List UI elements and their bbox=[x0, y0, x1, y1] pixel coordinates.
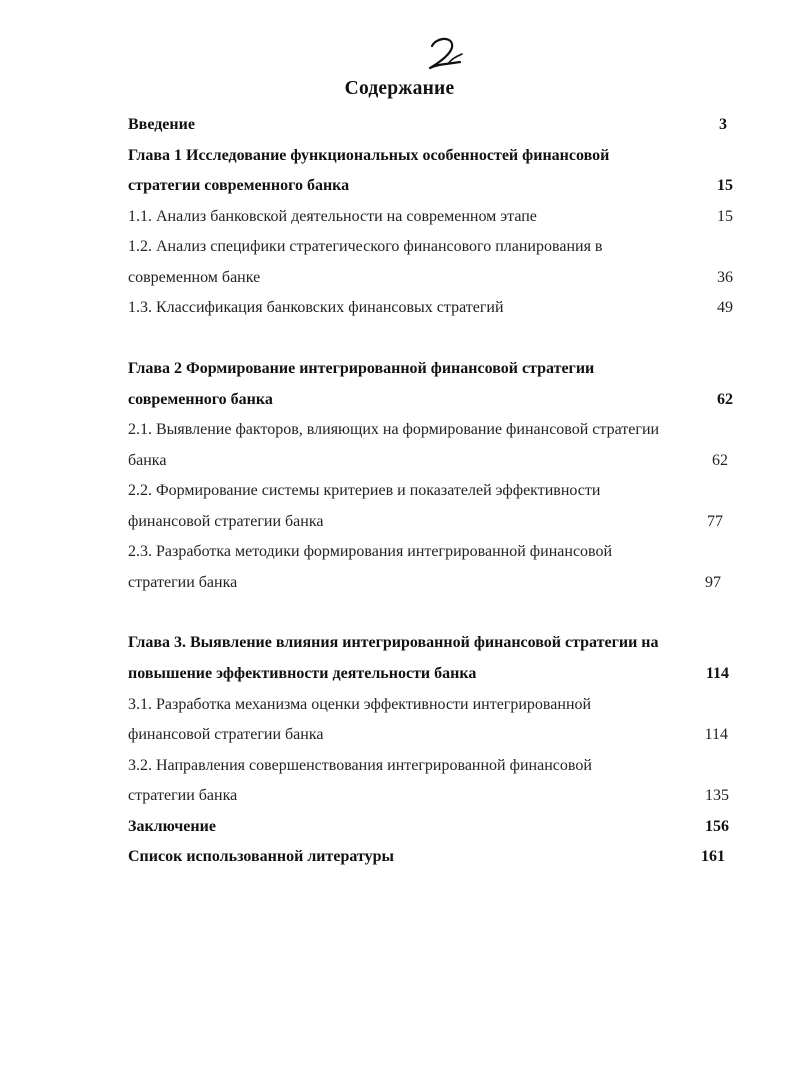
page-title: Содержание bbox=[344, 78, 455, 99]
toc-entry-text: Глава 2 Формирование интегрированной финансовой стратегии bbox=[128, 360, 595, 377]
toc-entry-2-2-cont bbox=[0, 507, 799, 537]
toc-entry-text: финансовой стратегии банка bbox=[128, 726, 324, 743]
toc-entry-chapter-2-cont bbox=[0, 385, 799, 415]
toc-entry-3-1 bbox=[0, 690, 799, 720]
toc-entry-page: 3 bbox=[719, 116, 727, 133]
toc-entry-2-2 bbox=[0, 476, 799, 506]
toc-entry-text: стратегии банка bbox=[128, 787, 238, 804]
toc-entry-3-2 bbox=[0, 751, 799, 781]
toc-entry-text: Список использованной литературы bbox=[128, 848, 394, 865]
toc-entry-chapter-1-cont bbox=[0, 171, 799, 201]
toc-entry-text: 2.1. Выявление факторов, влияющих на формирование финансовой стратегии bbox=[128, 421, 660, 438]
toc-entry-2-1-cont bbox=[0, 446, 799, 476]
toc-entry-text: 2.2. Формирование системы критериев и показателей эффективности bbox=[128, 482, 601, 499]
toc-entry-text: Глава 3. Выявление влияния интегрированной финансовой стратегии на bbox=[128, 634, 659, 651]
toc-entry-page: 36 bbox=[717, 269, 733, 286]
toc-entry-page: 77 bbox=[707, 513, 723, 530]
toc-entry-text: 3.2. Направления совершенствования интегрированной финансовой bbox=[128, 757, 592, 774]
toc-entry-1-3 bbox=[0, 293, 799, 323]
toc-entry-page: 62 bbox=[712, 452, 728, 469]
toc-entry-page: 135 bbox=[705, 787, 729, 804]
toc-entry-text: стратегии современного банка bbox=[128, 177, 350, 194]
toc-entry-text: 1.3. Классификация банковских финансовых стратегий bbox=[128, 299, 504, 316]
toc-entry-chapter-2 bbox=[0, 354, 799, 384]
toc-entry-page: 15 bbox=[717, 208, 733, 225]
toc-entry-text: финансовой стратегии банка bbox=[128, 513, 324, 530]
toc-entry-chapter-1 bbox=[0, 141, 799, 171]
toc-entry-chapter-3 bbox=[0, 628, 799, 658]
toc-entry-page: 114 bbox=[704, 726, 728, 743]
toc-entry-page: 62 bbox=[717, 391, 733, 408]
handwritten-page-number-mark bbox=[418, 34, 470, 74]
toc-entry-introduction bbox=[0, 110, 799, 140]
toc-entry-text: 1.2. Анализ специфики стратегического финансового планирования в bbox=[128, 238, 603, 255]
toc-entry-text: банка bbox=[128, 452, 167, 469]
toc-entry-text: современном банке bbox=[128, 269, 261, 286]
toc-entry-text: Введение bbox=[128, 116, 195, 133]
toc-entry-2-1 bbox=[0, 415, 799, 445]
toc-entry-page: 161 bbox=[701, 848, 725, 865]
toc-entry-page: 156 bbox=[705, 818, 729, 835]
toc-entry-1-2-cont bbox=[0, 263, 799, 293]
toc-entry-1-1 bbox=[0, 202, 799, 232]
toc-entry-page: 114 bbox=[705, 665, 729, 682]
toc-entry-text: повышение эффективности деятельности банка bbox=[128, 665, 477, 682]
toc-entry-bibliography bbox=[0, 842, 799, 872]
toc-entry-text: стратегии банка bbox=[128, 574, 238, 591]
toc-entry-2-3-cont bbox=[0, 568, 799, 598]
toc-entry-2-3 bbox=[0, 537, 799, 567]
toc-entry-page: 97 bbox=[705, 574, 721, 591]
toc-entry-page: 49 bbox=[717, 299, 733, 316]
toc-entry-chapter-3-cont bbox=[0, 659, 799, 689]
toc-entry-page: 15 bbox=[717, 177, 733, 194]
toc-entry-1-2 bbox=[0, 232, 799, 262]
toc-entry-text: Заключение bbox=[128, 818, 216, 835]
toc-entry-3-1-cont bbox=[0, 720, 799, 750]
toc-entry-text: 1.1. Анализ банковской деятельности на современном этапе bbox=[128, 208, 537, 225]
toc-entry-text: Глава 1 Исследование функциональных особенностей финансовой bbox=[128, 147, 610, 164]
toc-entry-text: 3.1. Разработка механизма оценки эффективности интегрированной bbox=[128, 696, 592, 713]
toc-entry-text: современного банка bbox=[128, 391, 273, 408]
toc-entry-text: 2.3. Разработка методики формирования интегрированной финансовой bbox=[128, 543, 613, 560]
toc-entry-conclusion bbox=[0, 812, 799, 842]
toc-entry-3-2-cont bbox=[0, 781, 799, 811]
